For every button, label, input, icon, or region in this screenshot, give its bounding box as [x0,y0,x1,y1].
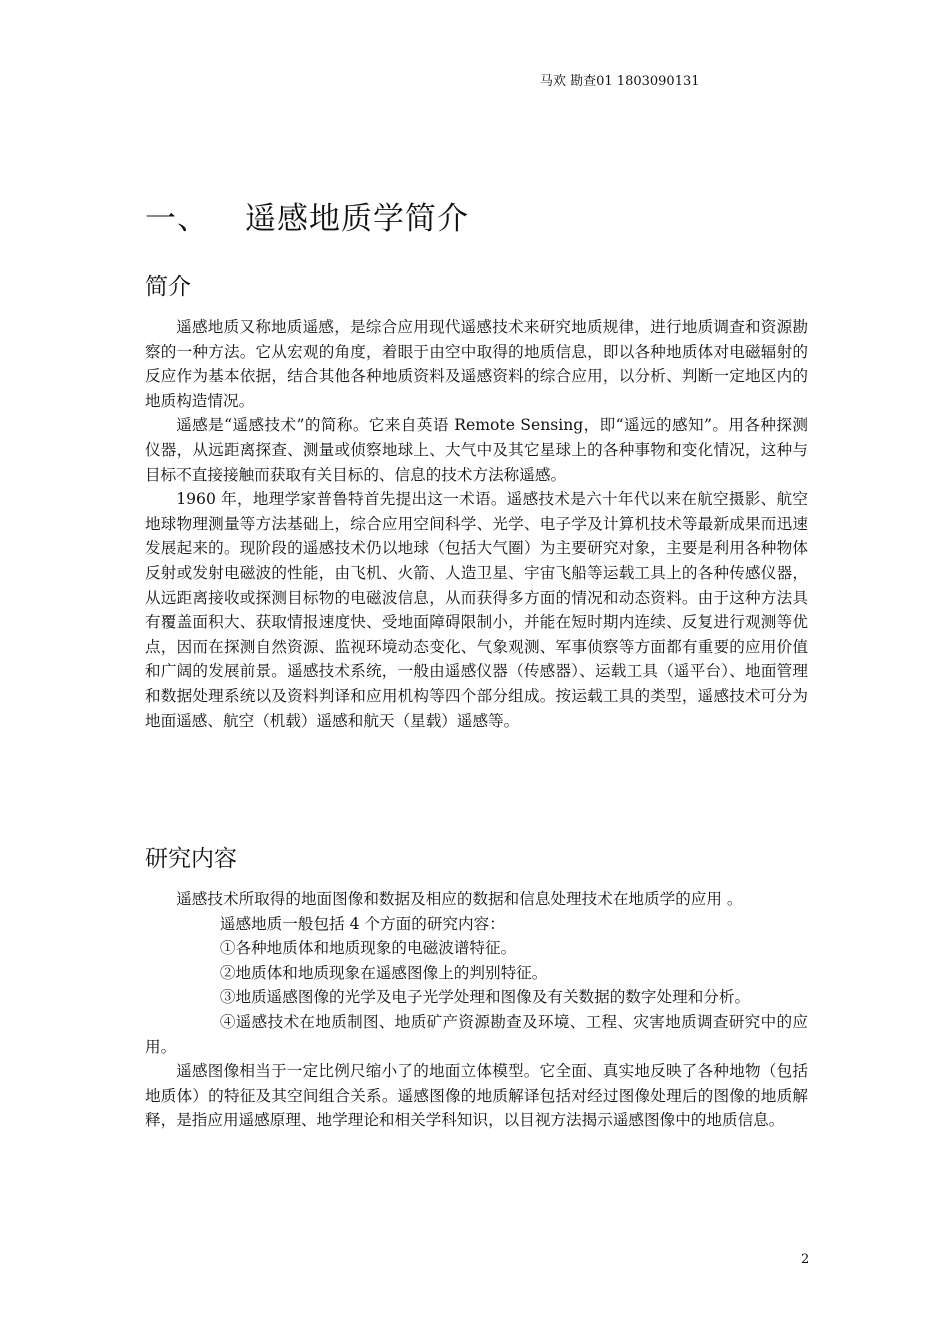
page-number: 2 [801,1252,810,1267]
list-item: ③地质遥感图像的光学及电子光学处理和图像及有关数据的数字处理和分析。 [219,988,751,1007]
list-item: ①各种地质体和地质现象的电磁波谱特征。 [219,939,517,958]
chapter-title [145,193,469,238]
section-heading-research: 研究内容 [145,846,237,872]
list-item: ②地质体和地质现象在遥感图像上的判别特征。 [219,963,548,982]
chapter-title-text: 遥感地质学简介 [245,201,469,237]
section-research-body [145,887,808,1133]
paragraph: 遥感图像相当于一定比例尺缩小了的地面立体模型。它全面、真实地反映了各种地物（包括地质体）的特征及其空间组合关系。遥感图像的地质解译包括对经过图像处理后的图像的地质解释，是指应用遥感原理、地学理论和相关学科知识，以目视方法揭示遥感图像中的地质信息。 [145,1062,808,1130]
paragraph: 1960 年，地理学家普鲁特首先提出这一术语。遥感技术是六十年代以来在航空摄影、航空地球物理测量等方法基础上，综合应用空间科学、光学、电子学及计算机技术等最新成果而迅速发展起来的。现阶段的遥感技术仍以地球（包括大气圈）为主要研究对象，主要是利用各种物体反射或发射电磁波的性能，由飞机、火箭、人造卫星、宇宙飞船等运载工具上的各种传感仪器，从远距离接收或探测目标物的电磁波信息，从而获得多方面的情况和动态资料。由于这种方法具有覆盖面积大、获取情报速度快、受地面障碍限制小，并能在短时期内连续、反复进行观测等优点，因而在探测自然资源、监视环境动态变化、气象观测、军事侦察等方面都有重要的应用价值和广阔的发展前景。遥感技术系统，一般由遥感仪器（传感器）、运载工具（遥平台）、地面管理和数据处理系统以及资料判译和应用机构等四个部分组成。按运载工具的类型，遥感技术可分为地面遥感、航空（机载）遥感和航天（星载）遥感等。 [145,490,808,730]
list-item: ④遥感技术在地质制图、地质矿产资源勘查及环境、工程、灾害地质调查研究中的应用。 [145,1012,808,1056]
chapter-number: 一、 [145,201,209,237]
section-intro-body [145,315,808,733]
paragraph: 遥感地质又称地质遥感，是综合应用现代遥感技术来研究地质规律，进行地质调查和资源勘察的一种方法。它从宏观的角度，着眼于由空中取得的地质信息，即以各种地质体对电磁辐射的反应作为基本依据，结合其他各种地质资料及遥感资料的综合应用，以分析、判断一定地区内的地质构造情况。 [145,318,808,410]
paragraph: 遥感是“遥感技术”的简称。它来自英语 Remote Sensing，即“遥远的感知”。用各种探测仪器，从远距离探查、测量或侦察地球上、大气中及其它星球上的各种事物和变化情况，这种与目标不直接接触而获取有关目标的、信息的技术方法称遥感。 [145,416,808,484]
page-header: 马欢 勘查01 1803090131 [540,74,700,89]
paragraph: 遥感地质一般包括 4 个方面的研究内容： [219,914,505,933]
paragraph: 遥感技术所取得的地面图像和数据及相应的数据和信息处理技术在地质学的应用 。 [176,890,743,908]
section-heading-intro: 简介 [145,274,191,300]
